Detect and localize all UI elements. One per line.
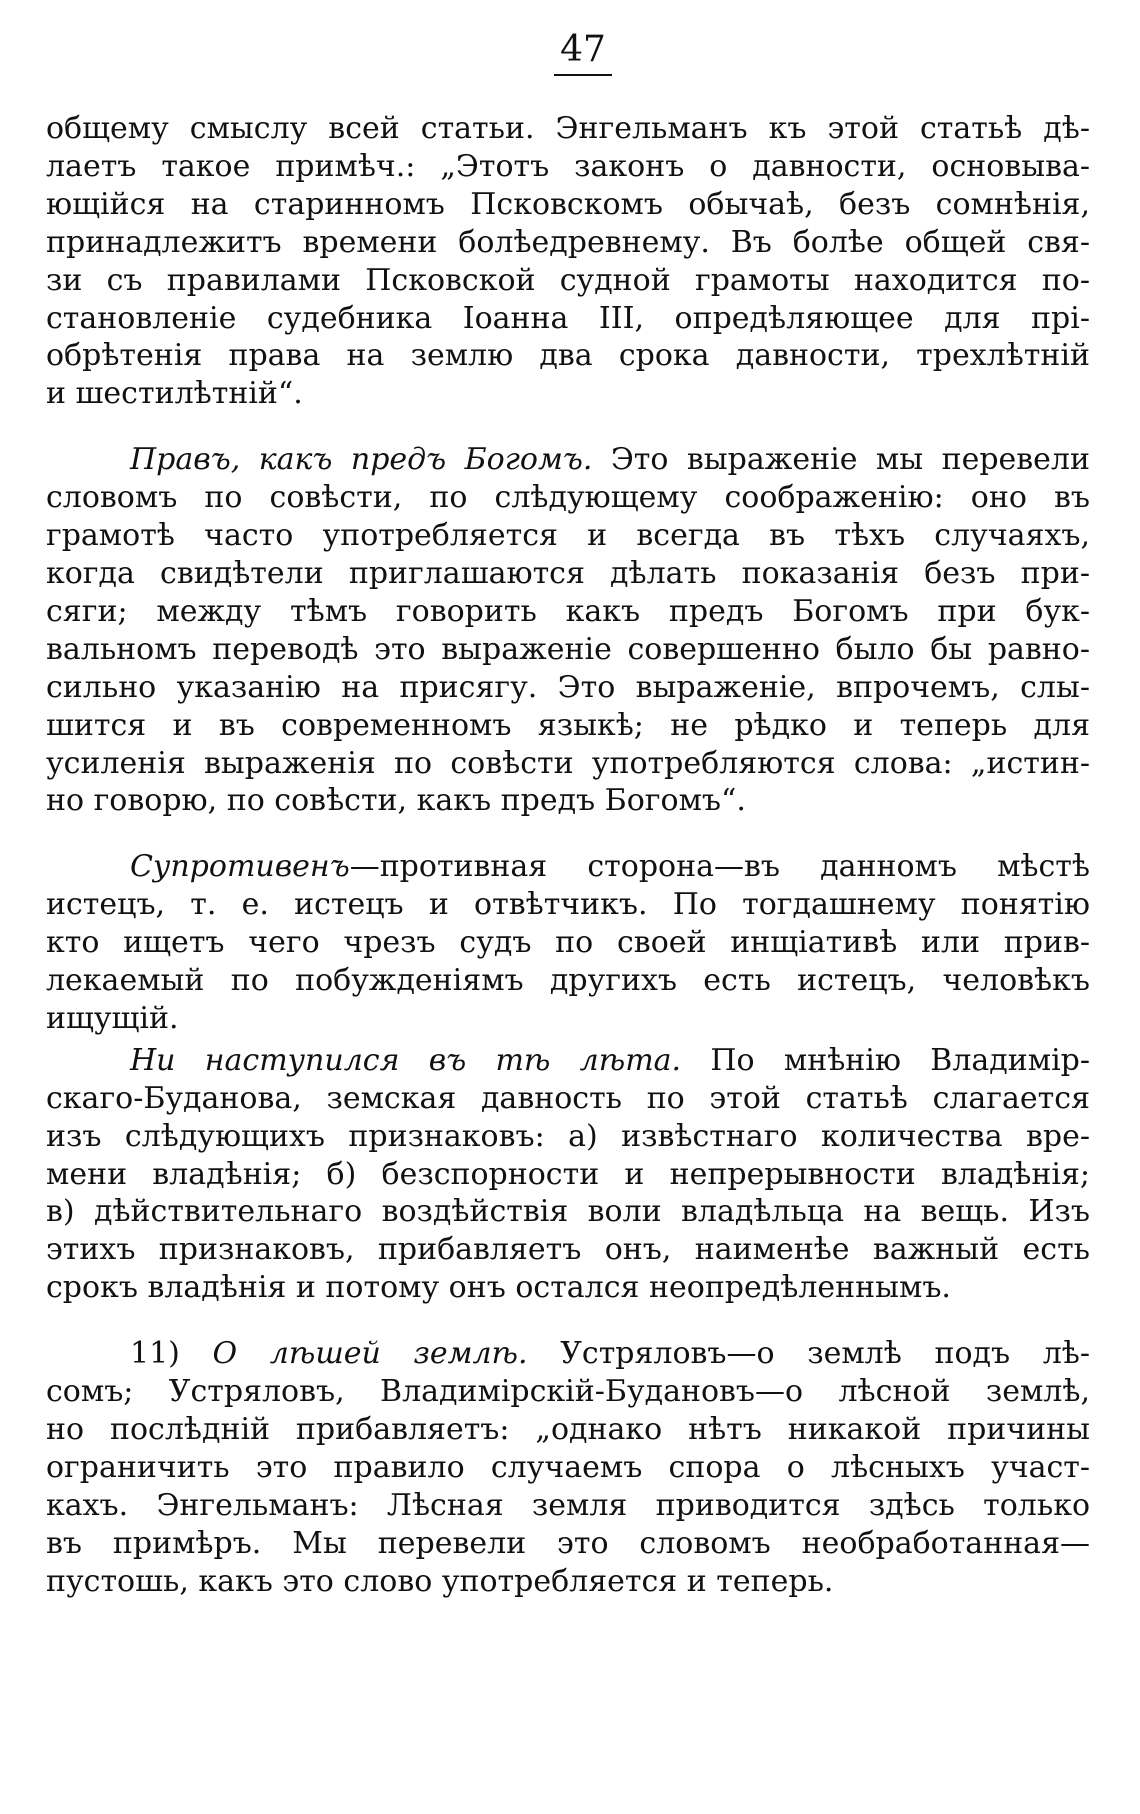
italic-term: Ни наступился въ тѣ лѣта. bbox=[130, 1042, 682, 1078]
body-text bbox=[46, 110, 1090, 1629]
text-line-first bbox=[46, 848, 1090, 886]
text-line: ищущій. bbox=[46, 1000, 179, 1036]
italic-term: Супротивенъ bbox=[130, 849, 350, 885]
text-run: —противная сторона—въ данномъ мѣстѣ bbox=[349, 849, 1090, 885]
paragraph-2 bbox=[46, 441, 1090, 820]
text-run: Это выраженіе мы перевели bbox=[592, 442, 1090, 478]
text-line: принадлежитъ времени болѣедревнему. Въ болѣе общей свя- bbox=[46, 224, 1090, 260]
text-line: лекаемый по побужденіямъ другихъ есть истецъ, человѣкъ bbox=[46, 963, 1090, 999]
text-line: ограничить это правило случаемъ спора о лѣсныхъ участ- bbox=[46, 1449, 1090, 1485]
text-line: лаетъ такое примѣч.: „Этотъ законъ о давности, основыва- bbox=[46, 148, 1090, 184]
text-line: пустошь, какъ это слово употребляется и теперь. bbox=[46, 1563, 834, 1599]
text-line: обрѣтенія права на землю два срока давности, трехлѣтній bbox=[46, 338, 1090, 374]
text-line: когда свидѣтели приглашаются дѣлать показанія безъ при- bbox=[46, 555, 1090, 591]
text-line: и шестилѣтній“. bbox=[46, 376, 303, 412]
text-line: зи съ правилами Псковской судной грамоты находится по- bbox=[46, 262, 1090, 298]
text-run: Устряловъ—о землѣ подъ лѣ- bbox=[527, 1336, 1090, 1372]
text-line: но говорю, по совѣсти, какъ предъ Богомъ“. bbox=[46, 783, 746, 819]
text-line: въ примѣръ. Мы перевели это словомъ необработанная— bbox=[46, 1525, 1090, 1561]
text-line: этихъ признаковъ, прибавляетъ онъ, наименѣе важный есть bbox=[46, 1232, 1090, 1268]
text-line-first bbox=[46, 441, 1090, 479]
page-number: 47 bbox=[0, 28, 1140, 76]
text-line: грамотѣ часто употребляется и всегда въ тѣхъ случаяхъ, bbox=[46, 518, 1090, 554]
paragraph-5 bbox=[46, 1335, 1090, 1600]
text-line: ющійся на старинномъ Псковскомъ обычаѣ, безъ сомнѣнія, bbox=[46, 186, 1090, 222]
italic-term: О лѣшей землѣ. bbox=[212, 1336, 528, 1372]
text-line: изъ слѣдующихъ признаковъ: а) извѣстнаго количества вре- bbox=[46, 1118, 1090, 1154]
text-line: вальномъ переводѣ это выраженіе совершенно было бы равно- bbox=[46, 631, 1090, 667]
section-number: 11) bbox=[130, 1336, 180, 1372]
text-line-first bbox=[46, 1042, 1090, 1080]
text-line: срокъ владѣнія и потому онъ остался неопредѣленнымъ. bbox=[46, 1270, 951, 1306]
text-line: шится и въ современномъ языкѣ; не рѣдко и теперь для bbox=[46, 707, 1090, 743]
text-line: истецъ, т. е. истецъ и отвѣтчикъ. По тогдашнему понятію bbox=[46, 887, 1090, 923]
paragraph-1 bbox=[46, 110, 1090, 413]
text-line: кахъ. Энгельманъ: Лѣсная земля приводится здѣсь только bbox=[46, 1487, 1090, 1523]
text-line: сомъ; Устряловъ, Владимірскій-Будановъ—о лѣсной землѣ, bbox=[46, 1374, 1090, 1410]
text-line: усиленія выраженія по совѣсти употребляются слова: „истин- bbox=[46, 745, 1090, 781]
italic-term: Правъ, какъ предъ Богомъ. bbox=[130, 442, 593, 478]
text-line: общему смыслу всей статьи. Энгельманъ къ этой статьѣ дѣ- bbox=[46, 111, 1090, 146]
paragraph-3 bbox=[46, 848, 1090, 1038]
text-line: становленіе судебника Іоанна III, опредѣляющее для прі- bbox=[46, 300, 1090, 336]
text-line: в) дѣйствительнаго воздѣйствія воли владѣльца на вещь. Изъ bbox=[46, 1194, 1090, 1230]
text-run: По мнѣнію Владимір- bbox=[681, 1042, 1090, 1078]
text-line-first bbox=[46, 1335, 1090, 1373]
text-line: сяги; между тѣмъ говорить какъ предъ Богомъ при бук- bbox=[46, 593, 1090, 629]
paragraph-4 bbox=[46, 1042, 1090, 1307]
text-line: кто ищетъ чего чрезъ судъ по своей инщіативѣ или прив- bbox=[46, 925, 1090, 961]
text-line: но послѣдній прибавляетъ: „однако нѣтъ никакой причины bbox=[46, 1412, 1090, 1447]
text-line: мени владѣнія; б) безспорности и непрерывности владѣнія; bbox=[46, 1156, 1090, 1192]
text-line: скаго-Буданова, земская давность по этой статьѣ слагается bbox=[46, 1080, 1090, 1116]
text-line: сильно указанію на присягу. Это выраженіе, впрочемъ, слы- bbox=[46, 669, 1090, 705]
text-line: словомъ по совѣсти, по слѣдующему соображенію: оно въ bbox=[46, 480, 1090, 516]
